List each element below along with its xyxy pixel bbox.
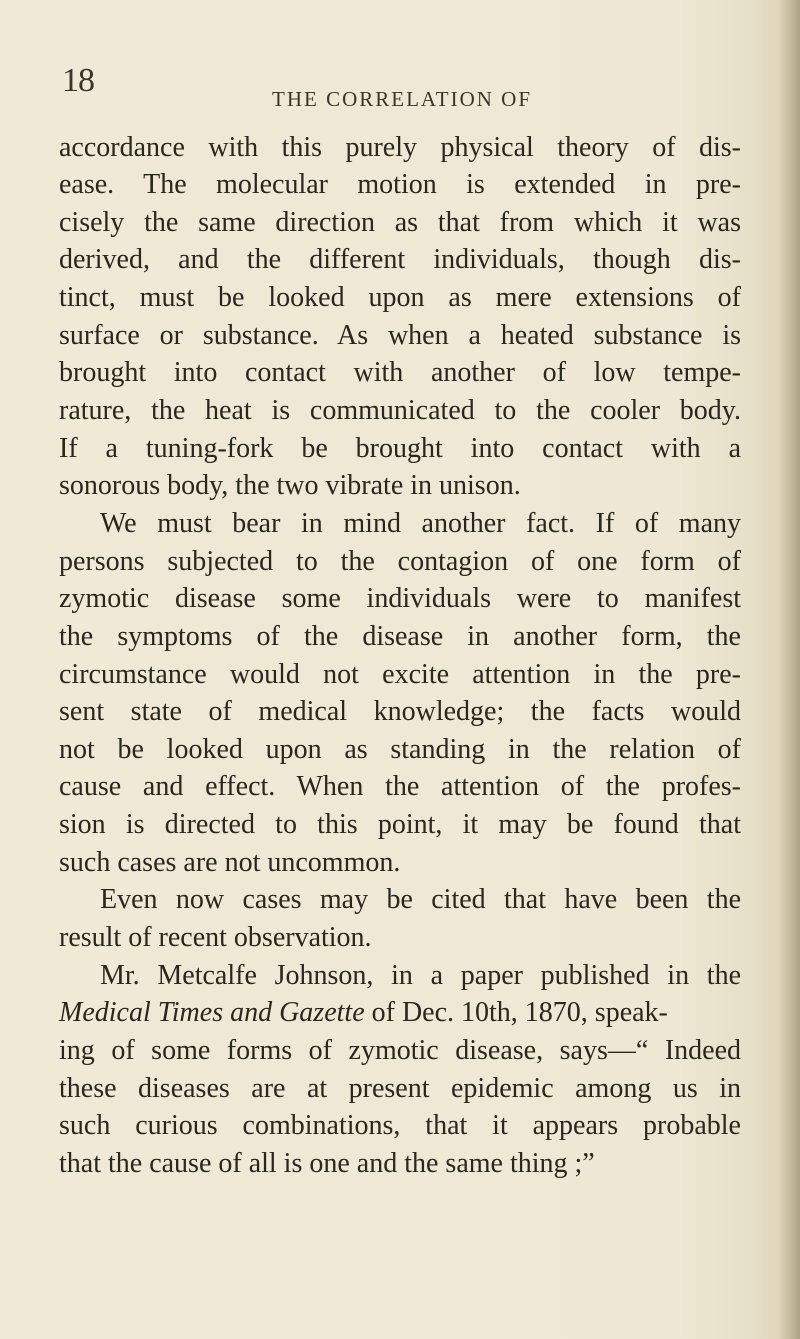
text-span: of Dec. 10th, 1870, speak- (364, 997, 668, 1028)
text-line: such curious combinations, that it appears probable (59, 1110, 741, 1141)
text-line: rature, the heat is communicated to the cooler body. (59, 395, 741, 426)
text-line: tinct, must be looked upon as mere extensions of (59, 282, 741, 313)
page-number: 18 (62, 62, 94, 99)
text-line: the symptoms of the disease in another form, the (59, 621, 741, 652)
text-line: sonorous body, the two vibrate in unison. (59, 470, 521, 501)
text-line (59, 994, 741, 1031)
text-line: Mr. Metcalfe Johnson, in a paper published in the (100, 960, 741, 991)
text-line: ease. The molecular motion is extended in pre- (59, 169, 741, 200)
running-head: THE CORRELATION OF (272, 87, 532, 111)
text-line: We must bear in mind another fact. If of many (100, 508, 741, 539)
text-line: persons subjected to the contagion of one form of (59, 546, 741, 577)
text-line: sion is directed to this point, it may be found that (59, 809, 741, 840)
text-line: circumstance would not excite attention in the pre- (59, 659, 741, 690)
text-line: such cases are not uncommon. (59, 847, 401, 878)
text-line: ing of some forms of zymotic disease, says—“ Indeed (59, 1035, 741, 1066)
text-line: surface or substance. As when a heated substance is (59, 320, 741, 351)
text-line: zymotic disease some individuals were to manifest (59, 583, 741, 614)
journal-title: Medical Times and Gazette (59, 997, 365, 1028)
text-line: accordance with this purely physical theory of dis- (59, 132, 741, 163)
text-line: cisely the same direction as that from which it was (59, 207, 741, 238)
text-line: Even now cases may be cited that have been the (100, 884, 741, 915)
text-line: that the cause of all is one and the same thing ;” (59, 1148, 595, 1179)
text-line: these diseases are at present epidemic among us in (59, 1073, 741, 1104)
text-line: sent state of medical knowledge; the facts would (59, 696, 741, 727)
text-line: cause and effect. When the attention of the profes- (59, 771, 741, 802)
text-line: brought into contact with another of low tempe- (59, 357, 741, 388)
text-line: result of recent observation. (59, 922, 372, 953)
text-line: not be looked upon as standing in the relation of (59, 734, 741, 765)
text-line: derived, and the different individuals, though dis- (59, 244, 741, 275)
page-edge-shadow (778, 0, 800, 1339)
text-line: If a tuning-fork be brought into contact with a (59, 433, 741, 464)
